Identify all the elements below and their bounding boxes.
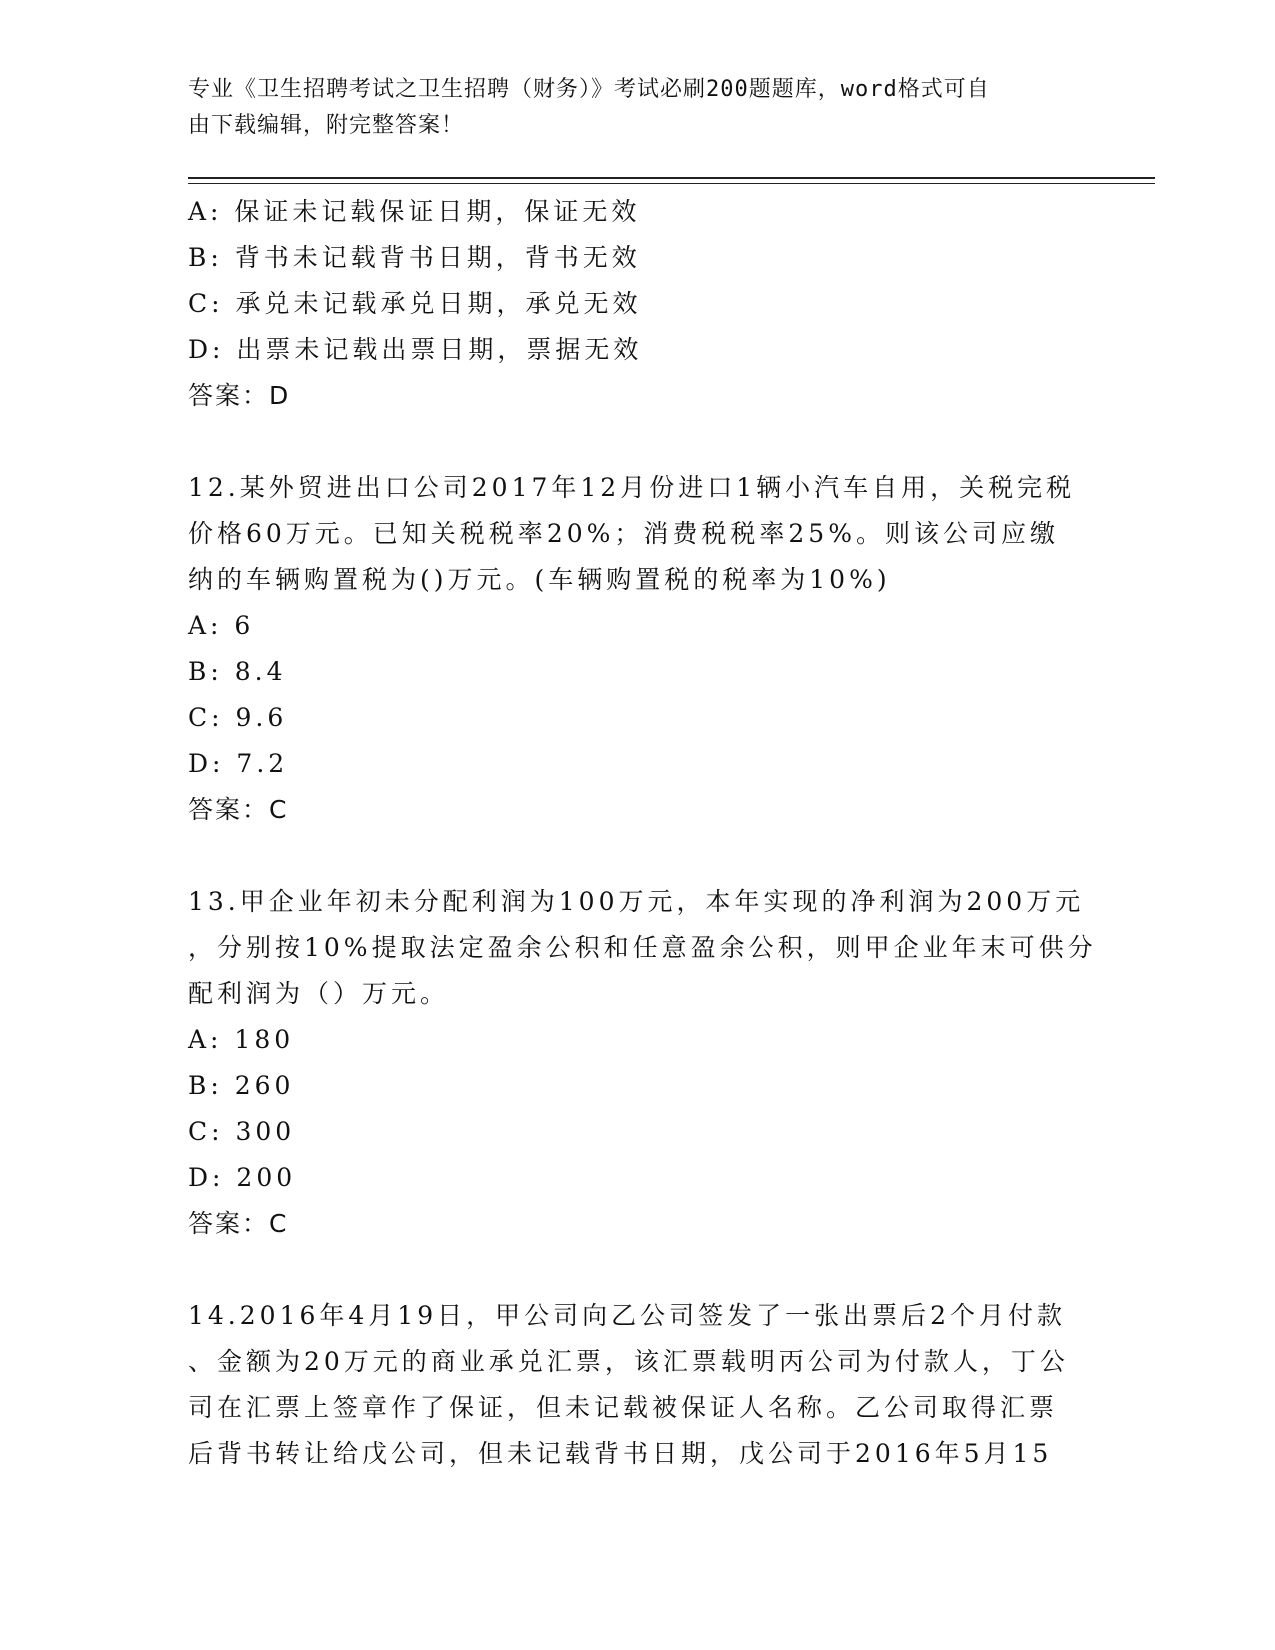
spacer bbox=[188, 419, 1088, 465]
question-text-line: 价格60万元。已知关税税率20%；消费税税率25%。则该公司应缴 bbox=[188, 519, 1059, 548]
option-c: C: 300 bbox=[188, 1117, 296, 1146]
header-divider-thin bbox=[188, 183, 1155, 184]
option-a: A: 6 bbox=[188, 611, 255, 640]
question-14 bbox=[188, 1293, 1088, 1477]
spacer bbox=[188, 1247, 1088, 1293]
option-c: C: 承兑未记载承兑日期，承兑无效 bbox=[188, 289, 642, 318]
option-b: B: 260 bbox=[188, 1071, 295, 1100]
question-text-line: 配利润为（）万元。 bbox=[188, 979, 450, 1008]
question-text-line: 14.2016年4月19日，甲公司向乙公司签发了一张出票后2个月付款 bbox=[188, 1301, 1067, 1330]
option-b: B: 8.4 bbox=[188, 657, 287, 686]
answer-line: 答案：C bbox=[188, 1209, 289, 1238]
question-11 bbox=[188, 189, 1088, 419]
option-d: D: 出票未记载出票日期，票据无效 bbox=[188, 335, 643, 364]
question-text-line: 、金额为20万元的商业承兑汇票，该汇票载明丙公司为付款人，丁公 bbox=[188, 1347, 1069, 1376]
header-divider-thick bbox=[188, 177, 1155, 179]
document-body bbox=[188, 189, 1097, 1477]
question-12 bbox=[188, 465, 1088, 833]
option-a: A: 180 bbox=[188, 1025, 295, 1054]
document-header bbox=[188, 72, 1088, 144]
spacer bbox=[188, 833, 1088, 879]
question-text-line: ，分别按10%提取法定盈余公积和任意盈余公积，则甲企业年末可供分 bbox=[188, 933, 1097, 962]
option-d: D: 200 bbox=[188, 1163, 297, 1192]
header-line-1: 专业《卫生招聘考试之卫生招聘（财务）》考试必刷200题题库，word格式可自 bbox=[188, 77, 990, 102]
question-text-line: 司在汇票上签章作了保证，但未记载被保证人名称。乙公司取得汇票 bbox=[188, 1393, 1059, 1422]
answer-line: 答案：D bbox=[188, 381, 291, 410]
answer-line: 答案：C bbox=[188, 795, 289, 824]
option-a: A: 保证未记载保证日期，保证无效 bbox=[188, 197, 641, 226]
question-text-line: 后背书转让给戊公司，但未记载背书日期，戊公司于2016年5月15 bbox=[188, 1439, 1053, 1468]
header-line-2: 由下载编辑，附完整答案！ bbox=[188, 113, 465, 138]
question-text-line: 13.甲企业年初未分配利润为100万元，本年实现的净利润为200万元 bbox=[188, 887, 1085, 916]
question-text-line: 12.某外贸进出口公司2017年12月份进口1辆小汽车自用，关税完税 bbox=[188, 473, 1076, 502]
option-d: D: 7.2 bbox=[188, 749, 289, 778]
option-b: B: 背书未记载背书日期，背书无效 bbox=[188, 243, 641, 272]
question-text-line: 纳的车辆购置税为()万元。(车辆购置税的税率为10%) bbox=[188, 565, 891, 594]
question-13 bbox=[188, 879, 1097, 1247]
option-c: C: 9.6 bbox=[188, 703, 288, 732]
